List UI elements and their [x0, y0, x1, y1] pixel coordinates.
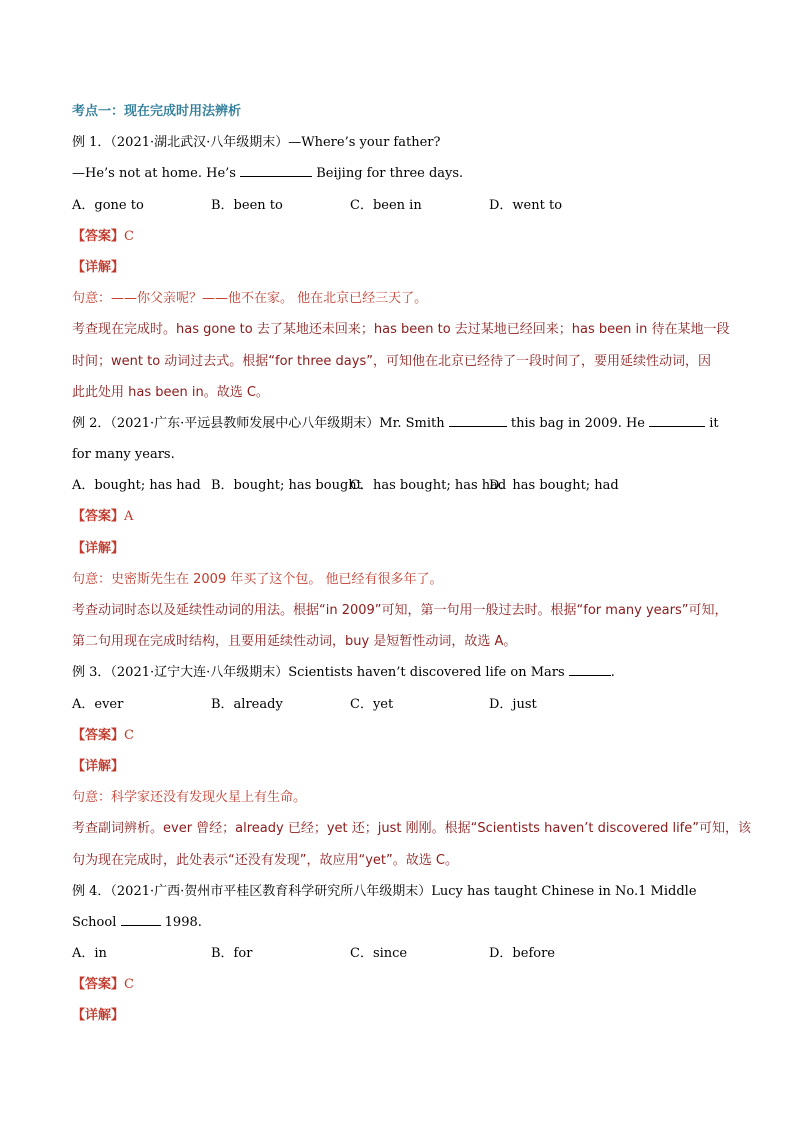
- example-1-analysis-2: 时间；went to 动词过去式。根据“for three days”，可知他在北京已经待了一段时间了，要用延续性动词，因: [72, 353, 711, 369]
- example-3-analysis-1: 考查副词辨析。ever 曾经；already 已经；yet 还；just 刚刚。根据“Scientists haven’t discovered life”可知，该: [72, 821, 751, 837]
- answer-tag: 【答案】: [72, 509, 125, 525]
- example-2-stem-line-2: for many years.: [72, 447, 175, 463]
- example-3-answer: [72, 720, 722, 751]
- example-1-meaning: 句意：——你父亲呢？——他不在家。 他在北京已经三天了。: [72, 291, 428, 307]
- example-4-answer: [72, 969, 722, 1000]
- answer-tag: 【答案】: [72, 727, 125, 743]
- option-b: B．already: [211, 696, 283, 712]
- answer-value: C: [124, 727, 134, 743]
- example-2-detail: [72, 533, 722, 564]
- option-a: A．ever: [72, 696, 124, 712]
- option-c: C．yet: [350, 696, 394, 712]
- detail-tag: 【详解】: [72, 758, 125, 774]
- option-d: D．just: [489, 696, 537, 712]
- option-d: D．has bought; had: [489, 478, 619, 494]
- option-c: C．has bought; has had: [350, 478, 507, 494]
- example-1-stem-part-b: Beijing for three days.: [312, 166, 464, 182]
- example-2-meaning: 句意：史密斯先生在 2009 年买了这个包。 他已经有很多年了。: [72, 571, 443, 587]
- example-2-analysis-1: 考查动词时态以及延续性动词的用法。根据“in 2009”可知，第一句用一般过去时。根据“for many years”可知，: [72, 603, 728, 618]
- option-d: D．before: [489, 946, 555, 962]
- option-b: B．bought; has bought: [211, 478, 362, 494]
- example-1-analysis-3: 此此处用 has been in。故选 C。: [72, 384, 269, 400]
- example-1-detail: [72, 252, 722, 283]
- example-2-stem-part-a: 例 2．（2021·广东·平远县教师发展中心八年级期末）Mr. Smith: [72, 415, 449, 431]
- example-4-stem-part-b: 1998.: [160, 914, 202, 930]
- detail-tag: 【详解】: [72, 1008, 125, 1024]
- example-1-options: [72, 190, 722, 221]
- answer-tag: 【答案】: [72, 977, 125, 993]
- answer-blank: [569, 663, 611, 676]
- option-b: B．been to: [211, 197, 283, 213]
- answer-value: A: [124, 509, 134, 525]
- example-4-stem-part-a: School: [72, 914, 121, 930]
- example-3-analysis-2: 句为现在完成时，此处表示“还没有发现”，故应用“yet”。故选 C。: [72, 852, 458, 868]
- answer-value: C: [124, 228, 134, 244]
- example-2-stem-part-b: this bag in 2009. He: [506, 415, 650, 431]
- option-a: A．in: [72, 946, 107, 962]
- example-4-options: [72, 938, 722, 969]
- answer-blank: [649, 414, 705, 427]
- document-page: [72, 96, 751, 1032]
- option-d: D．went to: [489, 197, 563, 213]
- option-a: A．gone to: [72, 197, 144, 213]
- example-3-stem-part-b: .: [610, 665, 615, 681]
- example-2-analysis-2: 第二句用现在完成时结构，且要用延续性动词，buy 是短暂性动词，故选 A。: [72, 634, 517, 650]
- answer-value: C: [124, 977, 134, 993]
- answer-tag: 【答案】: [72, 228, 125, 244]
- option-b: B．for: [211, 946, 253, 962]
- example-2-stem-line-1: [72, 408, 722, 439]
- answer-blank: [121, 913, 161, 926]
- option-c: C．been in: [350, 197, 422, 213]
- example-3-detail: [72, 751, 722, 782]
- example-2-answer: [72, 501, 722, 532]
- example-3-stem-line-1: [72, 657, 722, 688]
- example-3-options: [72, 689, 722, 720]
- section-heading: 考点一：现在完成时用法辨析: [72, 104, 242, 119]
- example-2-stem-part-c: it: [705, 415, 719, 431]
- example-1-stem-line-1: 例 1．（2021·湖北武汉·八年级期末）—Where’s your father?: [72, 135, 441, 151]
- example-1-stem-part-a: —He’s not at home. He’s: [72, 166, 241, 182]
- example-4-detail: [72, 1000, 722, 1031]
- example-2-options: [72, 470, 722, 501]
- option-a: A．bought; has had: [72, 478, 201, 494]
- example-4-stem-line-1: 例 4．（2021·广西·贺州市平桂区教育科学研究所八年级期末）Lucy has taught Chinese in No.1 Middle: [72, 883, 697, 899]
- example-3-stem-part-a: 例 3．（2021·辽宁大连·八年级期末）Scientists haven’t discovered life on Mars: [72, 665, 569, 681]
- option-c: C．since: [350, 946, 408, 962]
- example-1-analysis-1: 考查现在完成时。has gone to 去了某地还未回来；has been to 去过某地已经回来；has been in 待在某地一段: [72, 322, 730, 338]
- answer-blank: [240, 164, 312, 177]
- example-1-stem-line-2: [72, 158, 722, 189]
- detail-tag: 【详解】: [72, 259, 125, 275]
- example-3-meaning: 句意：科学家还没有发现火星上有生命。: [72, 790, 307, 806]
- example-4-stem-line-2: [72, 907, 722, 938]
- answer-blank: [449, 414, 507, 427]
- detail-tag: 【详解】: [72, 540, 125, 556]
- example-1-answer: [72, 221, 722, 252]
